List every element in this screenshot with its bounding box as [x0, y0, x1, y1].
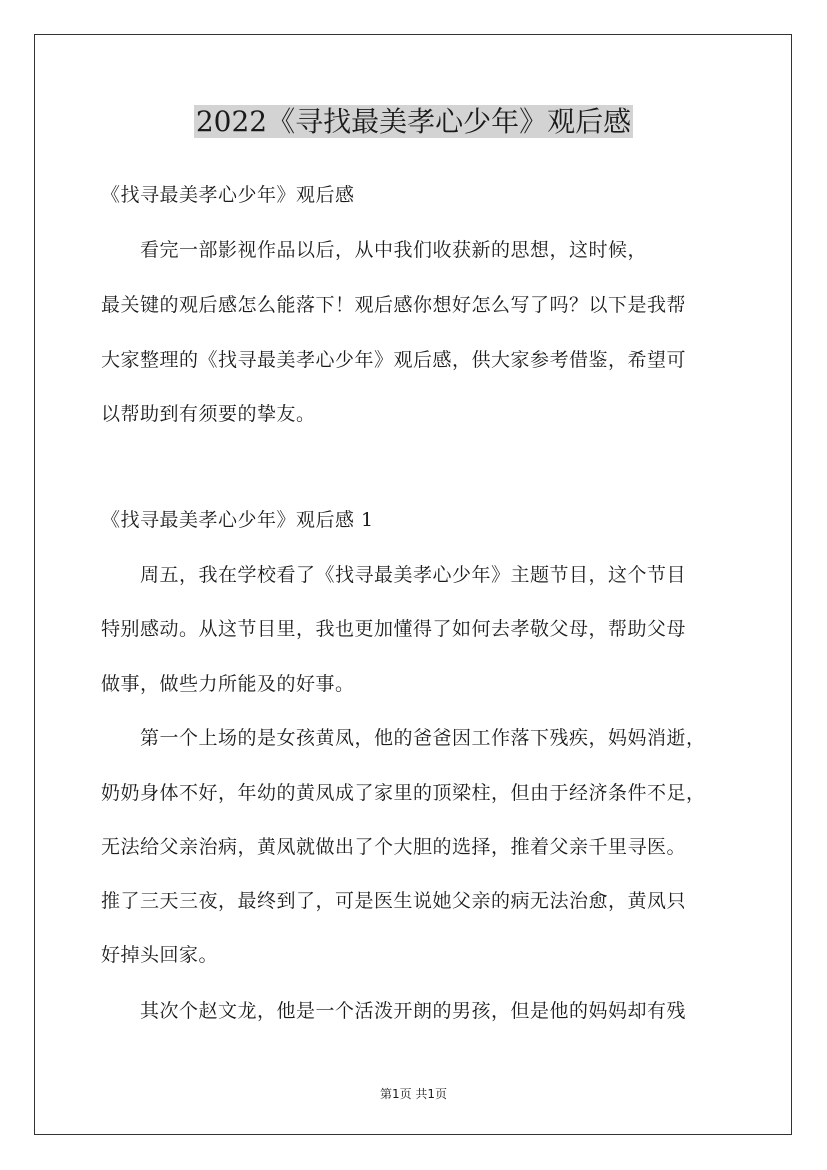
- body-line: 第一个上场的是女孩黄凤，他的爸爸因工作落下残疾，妈妈消逝，: [101, 727, 706, 749]
- body-line: 好掉头回家。: [101, 944, 219, 966]
- intro-line: 大家整理的《找寻最美孝心少年》观后感，供大家参考借鉴，希望可: [101, 349, 687, 371]
- intro-line: 以帮助到有须要的挚友。: [101, 403, 316, 425]
- body-line: 周五，我在学校看了《找寻最美孝心少年》主题节目，这个节目: [101, 564, 687, 586]
- body-line: 其次个赵文龙，他是一个活泼开朗的男孩，但是他的妈妈却有残: [101, 1000, 687, 1022]
- body-line: 推了三天三夜，最终到了，可是医生说她父亲的病无法治愈，黄凤只: [101, 890, 687, 912]
- intro-line: 看完一部影视作品以后，从中我们收获新的思想，这时候，: [101, 239, 648, 261]
- document-title: 2022《寻找最美孝心少年》观后感: [195, 105, 632, 138]
- page-number: 第1页 共1页: [379, 1087, 448, 1101]
- intro-line: 最关键的观后感怎么能落下！观后感你想好怎么写了吗？以下是我帮: [101, 294, 687, 316]
- body-line: 特别感动。从这节目里，我也更加懂得了如何去孝敬父母，帮助父母: [101, 618, 687, 640]
- body-line: 奶奶身体不好，年幼的黄凤成了家里的顶梁柱，但由于经济条件不足，: [101, 782, 706, 804]
- section-heading: 《找寻最美孝心少年》观后感 1: [101, 509, 374, 531]
- document-subtitle: 《找寻最美孝心少年》观后感: [101, 184, 355, 206]
- body-line: 无法给父亲治病，黄凤就做出了个大胆的选择，推着父亲千里寻医。: [101, 836, 687, 858]
- body-line: 做事，做些力所能及的好事。: [101, 673, 355, 695]
